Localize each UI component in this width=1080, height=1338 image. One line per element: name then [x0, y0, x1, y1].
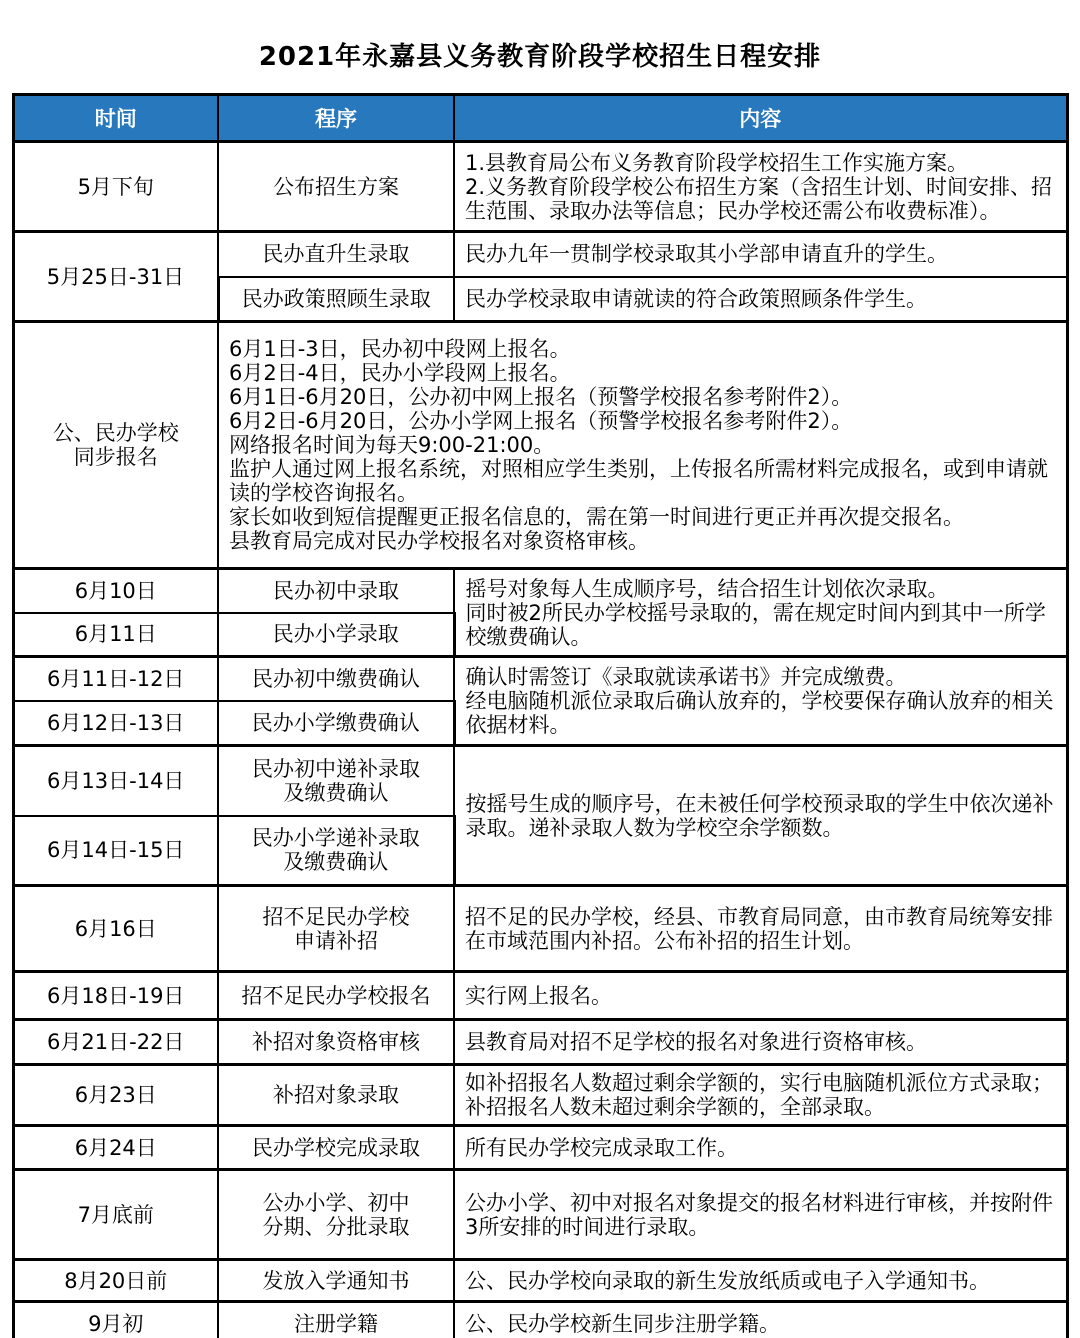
text-line: 招不足民办学校	[262, 904, 410, 929]
text-line: 6月2日-6月20日，公办小学网上报名（预警学校报名参考附件2）。	[229, 409, 853, 433]
text-line: 6月24日	[74, 1135, 157, 1160]
time-cell	[13, 1260, 218, 1302]
table-body	[13, 142, 1067, 1338]
text-line: 按摇号生成的顺序号，在未被任何学校预录取的学生中依次递补录取。递补录取人数为学校空余学额数。	[465, 791, 1054, 840]
table-row	[13, 1065, 1067, 1126]
text-line: 经电脑随机派位录取后确认放弃的，学校要保存确认放弃的相关依据材料。	[465, 689, 1054, 737]
text-line: 确认时需签订《录取就读承诺书》并完成缴费。	[465, 665, 907, 689]
text-line: 7月底前	[77, 1202, 154, 1227]
text-line: 招不足民办学校报名	[241, 983, 431, 1008]
text-line: 县教育局对招不足学校的报名对象进行资格审核。	[465, 1030, 927, 1054]
time-cell	[13, 1065, 218, 1126]
table-row	[13, 972, 1067, 1020]
content-cell	[454, 277, 1067, 322]
text-line: 公办小学、初中	[262, 1190, 410, 1215]
table-row	[13, 1170, 1067, 1260]
text-line: 8月20日前	[64, 1268, 168, 1293]
procedure-cell	[218, 1126, 454, 1170]
text-line: 6月11日	[74, 622, 157, 647]
table-row	[13, 886, 1067, 972]
table-row	[13, 1126, 1067, 1170]
text-line: 民办初中录取	[273, 578, 399, 603]
time-cell	[13, 816, 218, 886]
enrollment-schedule-table	[12, 93, 1069, 1338]
procedure-cell	[218, 746, 454, 816]
content-cell	[454, 569, 1067, 657]
table-header-row	[13, 95, 1067, 142]
content-cell	[454, 657, 1067, 746]
text-line: 民办政策照顾生录取	[241, 286, 431, 311]
text-line: 所有民办学校完成录取工作。	[465, 1135, 738, 1160]
text-line: 实行网上报名。	[465, 983, 612, 1008]
text-line: 县教育局完成对民办学校报名对象资格审核。	[229, 529, 649, 553]
column-header-content: 内容	[454, 95, 1067, 142]
text-line: 6月1日-3日，民办初中段网上报名。	[229, 337, 571, 361]
procedure-cell	[218, 1302, 454, 1338]
procedure-cell	[218, 232, 454, 277]
time-cell	[13, 1020, 218, 1065]
table-row	[13, 1302, 1067, 1338]
time-cell	[13, 232, 218, 322]
content-cell	[454, 1260, 1067, 1302]
text-line: 6月21日-22日	[47, 1030, 185, 1054]
column-header-time: 时间	[13, 95, 218, 142]
procedure-cell	[218, 613, 454, 657]
time-cell	[13, 657, 218, 701]
text-line: 同步报名	[73, 445, 158, 469]
content-cell	[454, 746, 1067, 886]
time-cell	[13, 886, 218, 972]
text-line: 公、民办学校向录取的新生发放纸质或电子入学通知书。	[465, 1268, 990, 1293]
text-line: 6月2日-4日，民办小学段网上报名。	[229, 361, 571, 385]
content-cell	[454, 142, 1067, 232]
table-row	[13, 1260, 1067, 1302]
time-cell	[13, 1170, 218, 1260]
text-line: 民办小学递补录取	[251, 826, 420, 851]
time-cell	[13, 746, 218, 816]
table-row	[13, 1020, 1067, 1065]
text-line: 民办学校录取申请就读的符合政策照顾条件学生。	[465, 286, 927, 311]
time-cell	[13, 322, 218, 569]
text-line: 公布招生方案	[273, 174, 399, 199]
content-cell	[454, 1126, 1067, 1170]
text-line: 6月18日-19日	[47, 983, 185, 1008]
text-line: 监护人通过网上报名系统，对照相应学生类别，上传报名所需材料完成报名，或到申请就读的学校咨询报名。	[229, 457, 1048, 505]
content-cell	[454, 232, 1067, 277]
table-row	[13, 657, 1067, 701]
time-cell	[13, 972, 218, 1020]
text-line: 6月16日	[74, 916, 157, 941]
text-line: 民办初中缴费确认	[252, 666, 420, 691]
table-row	[13, 322, 1067, 569]
procedure-cell	[218, 816, 454, 886]
text-line: 6月10日	[74, 578, 157, 603]
procedure-cell	[218, 142, 454, 232]
procedure-cell	[218, 569, 454, 613]
text-line: 6月14日-15日	[47, 838, 185, 863]
text-line: 及缴费确认	[283, 780, 389, 805]
text-line: 注册学籍	[294, 1312, 378, 1336]
table-row	[13, 569, 1067, 613]
text-line: 民办初中递补录取	[252, 756, 420, 781]
procedure-cell	[218, 1065, 454, 1126]
time-cell	[13, 701, 218, 746]
table-row	[13, 746, 1067, 816]
text-line: 发放入学通知书	[262, 1268, 410, 1293]
text-line: 公、民办学校	[52, 421, 179, 445]
text-line: 6月11日-12日	[47, 666, 185, 691]
text-line: 摇号对象每人生成顺序号，结合招生计划依次录取。	[465, 576, 949, 601]
text-line: 5月25日-31日	[46, 264, 185, 289]
content-cell	[454, 972, 1067, 1020]
text-line: 2.义务教育阶段学校公布招生方案（含招生计划、时间安排、招生范围、录取办法等信息；民办学校还需公布收费标准）。	[465, 174, 1053, 223]
time-cell	[13, 569, 218, 613]
text-line: 民办小学缴费确认	[251, 710, 420, 735]
procedure-cell	[218, 657, 454, 701]
column-header-procedure: 程序	[218, 95, 454, 142]
text-line: 家长如收到短信提醒更正报名信息的，需在第一时间进行更正并再次提交报名。	[229, 505, 964, 529]
procedure-cell	[218, 972, 454, 1020]
text-line: 公办小学、初中对报名对象提交的报名材料进行审核，并按附件3所安排的时间进行录取。	[465, 1190, 1053, 1239]
text-line: 分期、分批录取	[262, 1214, 410, 1239]
text-line: 1.县教育局公布义务教育阶段学校招生工作实施方案。	[465, 150, 969, 175]
text-line: 网络报名时间为每天9:00-21:00。	[229, 433, 555, 457]
content-cell	[454, 886, 1067, 972]
content-cell	[454, 1170, 1067, 1260]
text-line: 招不足的民办学校，经县、市教育局同意，由市教育局统筹安排在市域范围内补招。公布补招的招生计划。	[465, 904, 1053, 953]
text-line: 民办九年一贯制学校录取其小学部申请直升的学生。	[465, 242, 948, 267]
time-cell	[13, 142, 218, 232]
content-cell	[454, 1020, 1067, 1065]
text-line: 公、民办学校新生同步注册学籍。	[465, 1312, 780, 1336]
procedure-cell	[218, 701, 454, 746]
text-line: 5月下旬	[77, 174, 154, 199]
text-line: 民办学校完成录取	[252, 1135, 420, 1160]
time-cell	[13, 613, 218, 657]
procedure-cell	[218, 1170, 454, 1260]
time-cell	[13, 1302, 218, 1338]
text-line: 民办直升生录取	[262, 242, 410, 267]
text-line: 补招对象资格审核	[252, 1030, 420, 1054]
text-line: 申请补招	[294, 928, 378, 953]
text-line: 及缴费确认	[283, 850, 389, 875]
text-line: 民办小学录取	[272, 622, 399, 647]
procedure-cell	[218, 277, 454, 322]
text-line: 6月12日-13日	[47, 710, 185, 735]
content-cell	[454, 1065, 1067, 1126]
table-row	[13, 232, 1067, 277]
table-row	[13, 142, 1067, 232]
text-line: 9月初	[88, 1312, 144, 1336]
time-cell	[13, 1126, 218, 1170]
text-line: 6月13日-14日	[47, 768, 185, 793]
procedure-cell	[218, 1260, 454, 1302]
text-line: 同时被2所民办学校摇号录取的，需在规定时间内到其中一所学校缴费确认。	[465, 600, 1046, 649]
content-cell	[218, 322, 1067, 569]
text-line: 如补招报名人数超过剩余学额的，实行电脑随机派位方式录取；补招报名人数未超过剩余学额的，全部录取。	[465, 1071, 1053, 1119]
text-line: 6月1日-6月20日，公办初中网上报名（预警学校报名参考附件2）。	[229, 385, 853, 409]
procedure-cell	[218, 1020, 454, 1065]
page-title: 2021年永嘉县义务教育阶段学校招生日程安排	[258, 42, 822, 72]
content-cell	[454, 1302, 1067, 1338]
text-line: 6月23日	[74, 1083, 157, 1107]
procedure-cell	[218, 886, 454, 972]
text-line: 补招对象录取	[273, 1083, 399, 1107]
